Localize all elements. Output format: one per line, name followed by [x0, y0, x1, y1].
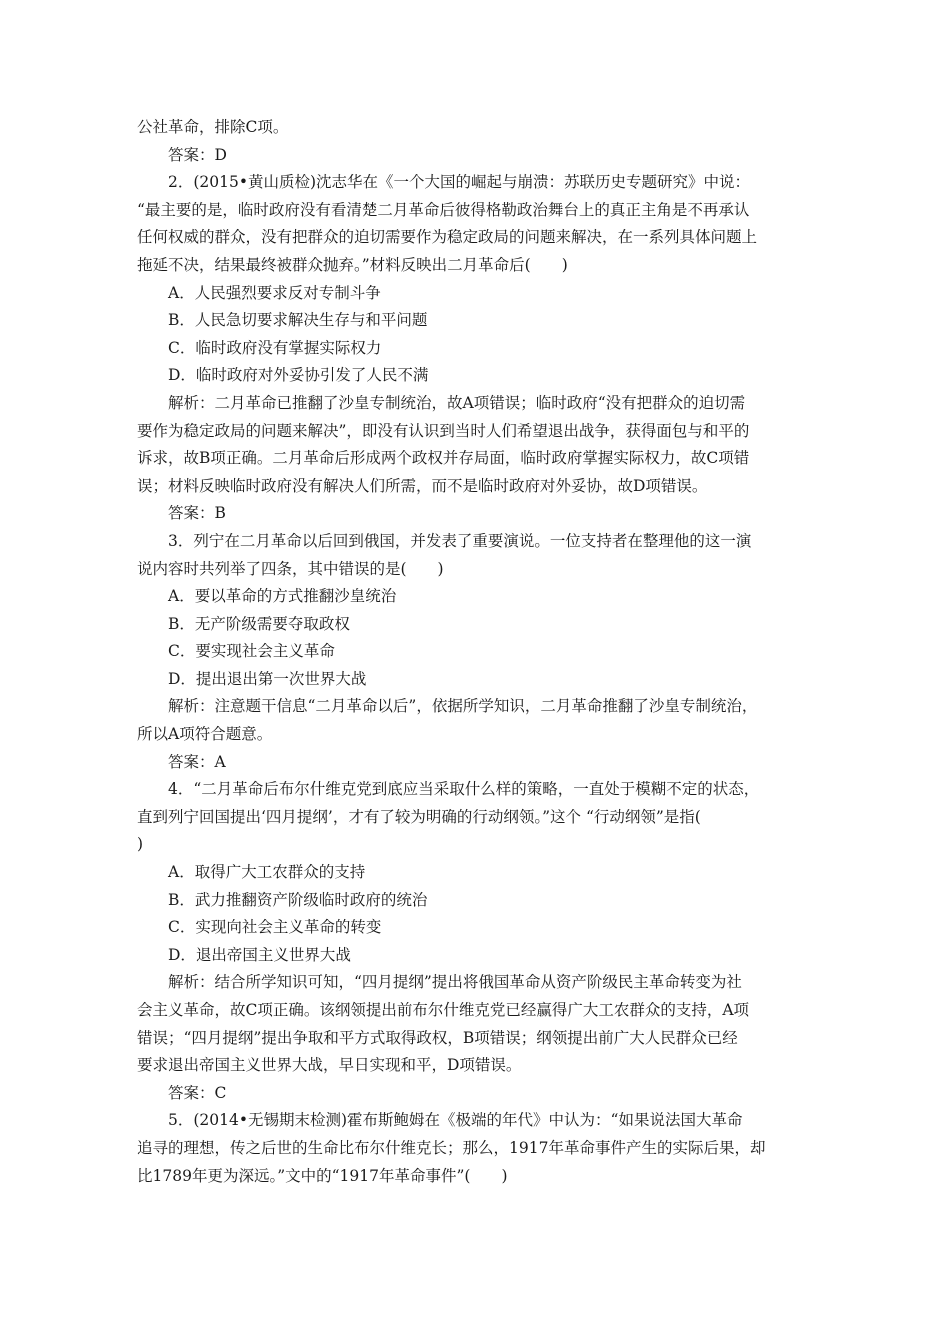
- text-line: 任何权威的群众，没有把群众的迫切需要作为稳定政局的问题来解决，在一系列具体问题上: [137, 228, 758, 247]
- text-line: “最主要的是，临时政府没有看清楚二月革命后彼得格勒政治舞台上的真正主角是不再承认: [137, 200, 750, 219]
- text-line: D．临时政府对外妥协引发了人民不满: [168, 366, 429, 385]
- text-line: 直到列宁回国提出‘四月提纲’，才有了较为明确的行动纲领。”这个 “行动纲领”是指(: [137, 807, 701, 826]
- text-line: 5．(2014•无锡期末检测)霍布斯鲍姆在《极端的年代》中认为：“如果说法国大革命: [168, 1111, 743, 1130]
- text-line: 所以A项符合题意。: [137, 725, 273, 744]
- text-line: 拖延不决，结果最终被群众抛弃。”材料反映出二月革命后( ): [137, 255, 568, 274]
- text-line: 误；材料反映临时政府没有解决人们所需，而不是临时政府对外妥协，故D项错误。: [137, 476, 708, 495]
- text-line: A．人民强烈要求反对专制斗争: [168, 283, 381, 302]
- text-line: 答案：B: [168, 504, 226, 523]
- text-line: B．人民急切要求解决生存与和平问题: [168, 311, 428, 330]
- text-line: 公社革命，排除C项。: [137, 118, 289, 136]
- text-line: 解析：二月革命已推翻了沙皇专制统治，故A项错误；临时政府“没有把群众的迫切需: [168, 393, 746, 412]
- text-line: 答案：D: [168, 145, 227, 164]
- text-line: 错误；“四月提纲”提出争取和平方式取得政权，B项错误；纲领提出前广大人民群众已经: [137, 1028, 738, 1047]
- text-line: A．取得广大工农群众的支持: [168, 863, 366, 882]
- text-line: C．实现向社会主义革命的转变: [168, 918, 382, 937]
- text-line: 4．“二月革命后布尔什维克党到底应当采取什么样的策略，一直处于模糊不定的状态，: [168, 780, 760, 799]
- text-line: B．武力推翻资产阶级临时政府的统治: [168, 890, 428, 909]
- text-line: 2．(2015•黄山质检)沈志华在《一个大国的崛起与崩溃：苏联历史专题研究》中说：: [168, 173, 751, 192]
- text-line: B．无产阶级需要夺取政权: [168, 614, 350, 633]
- text-line: ): [137, 835, 144, 854]
- text-line: 会主义革命，故C项正确。该纲领提出前布尔什维克党已经赢得广大工农群众的支持，A项: [137, 1001, 750, 1019]
- text-line: 3．列宁在二月革命以后回到俄国，并发表了重要演说。一位支持者在整理他的这一演: [168, 531, 752, 550]
- text-line: 解析：注意题干信息“二月革命以后”，依据所学知识，二月革命推翻了沙皇专制统治，: [168, 697, 758, 716]
- text-line: 追寻的理想，传之后世的生命比布尔什维克长；那么，1917年革命事件产生的实际后果，却: [137, 1138, 766, 1157]
- text-line: D．提出退出第一次世界大战: [168, 669, 367, 688]
- text-line: 解析：结合所学知识可知，“四月提纲”提出将俄国革命从资产阶级民主革命转变为社: [168, 973, 742, 992]
- text-line: 比1789年更为深远。”文中的“1917年革命事件”( ): [137, 1166, 508, 1185]
- text-line: 要作为稳定政局的问题来解决”，即没有认识到当时人们希望退出战争，获得面包与和平的: [137, 421, 750, 440]
- text-line: 说内容时共列举了四条，其中错误的是( ): [137, 559, 444, 578]
- text-line: C．临时政府没有掌握实际权力: [168, 338, 382, 357]
- text-line: 答案：A: [168, 752, 226, 771]
- document-body: [137, 114, 827, 1190]
- text-line: C．要实现社会主义革命: [168, 642, 335, 661]
- text-line: D．退出帝国主义世界大战: [168, 945, 351, 964]
- text-line: A．要以革命的方式推翻沙皇统治: [168, 587, 397, 606]
- text-line: 答案：C: [168, 1083, 227, 1102]
- text-line: 诉求，故B项正确。二月革命后形成两个政权并存局面，临时政府掌握实际权力，故C项错: [137, 449, 750, 468]
- text-line: 要求退出帝国主义世界大战，早日实现和平，D项错误。: [137, 1056, 522, 1075]
